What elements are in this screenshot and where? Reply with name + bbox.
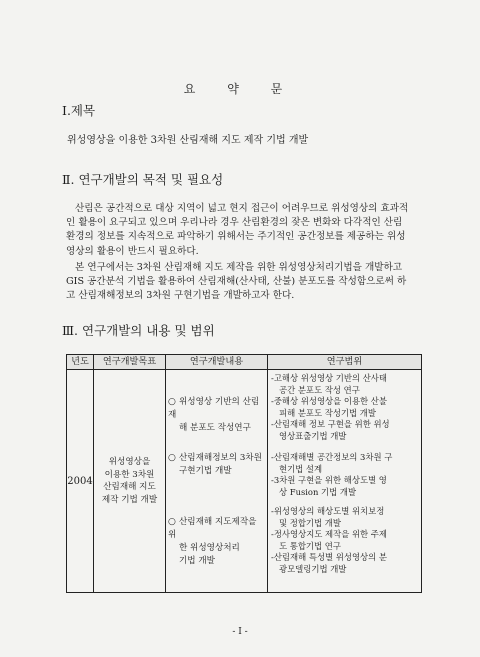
scope-item <box>271 506 419 576</box>
content-text: 한 위성영상처리 <box>179 543 240 553</box>
year-cell: 2004 <box>67 370 94 593</box>
section1-heading: Ⅰ.제목 <box>62 103 96 118</box>
scope-text: 광모델링기법 개발 <box>279 563 347 574</box>
circle-bullet-icon: ○ <box>168 453 176 463</box>
table-header-row <box>67 355 422 370</box>
paragraph-line: 인 활용이 요구되고 있으며 우리나라 경우 산림환경의 잦은 변화와 다각적인 산림 <box>66 217 403 229</box>
header-scope: 연구범위 <box>268 355 422 370</box>
content-item <box>168 396 265 435</box>
summary-title: 요 약 문 <box>183 82 297 96</box>
content-item <box>168 516 265 568</box>
scope-cell <box>268 370 422 593</box>
scope-text: -중해상 위성영상을 이용한 산불 <box>271 396 387 407</box>
goal-line: 위성영상을 <box>108 457 151 467</box>
header-content: 연구개발내용 <box>166 355 268 370</box>
page-number: - I - <box>232 627 248 637</box>
scope-text: 및 정합기법 개발 <box>279 517 341 528</box>
scope-text: 도 통합기법 연구 <box>279 540 341 551</box>
research-subject: 위성영상을 이용한 3차원 산림재해 지도 제작 기법 개발 <box>67 135 309 146</box>
content-item <box>168 452 265 478</box>
paragraph-line: GIS 공간분석 기법을 활용하여 산림재해(산사태, 산불) 분포도를 작성함으로써 하 <box>66 276 407 288</box>
content-text: 산림재해정보의 3차원 <box>179 453 262 463</box>
scope-text: -산림재해 특성별 위성영상의 분 <box>271 552 387 563</box>
goal-line: 제작 기법 개발 <box>101 494 158 505</box>
circle-bullet-icon: ○ <box>168 397 176 407</box>
research-scope-table <box>66 354 422 593</box>
header-year: 년도 <box>67 355 94 370</box>
scope-text: -고해상 위성영상 기반의 산사태 <box>271 373 387 383</box>
goal-line: 이용한 3차원 <box>104 469 155 480</box>
paragraph-line: 산림은 공간적으로 대상 지역이 넓고 현지 접근이 어려우므로 위성영상의 효과적 <box>75 203 409 214</box>
scope-text: -산림재해별 공간정보의 3차원 구 <box>271 452 393 462</box>
paragraph-line: 환경의 정보를 지속적으로 파악하기 위해서는 주기적인 공간정보를 제공하는 위성 <box>66 231 406 243</box>
header-goal: 연구개발목표 <box>94 355 166 370</box>
content-cell <box>166 370 268 593</box>
section3-heading: Ⅲ. 연구개발의 내용 및 범위 <box>62 323 215 338</box>
scope-text: 공간 분포도 작성 연구 <box>279 384 360 395</box>
scope-text: 피해 분포도 작성기법 개발 <box>279 407 376 418</box>
paragraph-line: 고 산림재해정보의 3차원 구현기법을 개발하고자 한다. <box>66 290 295 302</box>
goal-line: 산림재해 지도 <box>103 482 156 492</box>
objective-paragraph <box>66 261 406 304</box>
section2-heading: Ⅱ. 연구개발의 목적 및 필요성 <box>62 172 224 187</box>
goal-cell <box>94 370 166 593</box>
scope-text: -산림재해 정보 구현을 위한 위성 <box>271 419 390 430</box>
paragraph-line: 본 연구에서는 3차원 산림재해 지도 제작을 위한 위성영상처리기법을 개발하고 <box>75 262 403 273</box>
scope-text: 상 Fusion 기법 개발 <box>279 486 357 497</box>
scope-text: -위성영상의 해상도별 위치보정 <box>271 506 385 516</box>
scope-item <box>271 373 419 443</box>
scope-text: 현기법 설계 <box>279 463 323 474</box>
paragraph-line: 영상의 활용이 반드시 필요하다. <box>66 245 199 257</box>
content-text: 산림재해 지도제작을 위 <box>168 517 257 540</box>
content-text: 위성영상 기반의 산림재 <box>168 397 260 420</box>
content-text: 구현기법 개발 <box>179 466 232 476</box>
purpose-paragraph <box>66 202 408 259</box>
content-text: 기법 개발 <box>179 556 215 566</box>
circle-bullet-icon: ○ <box>168 517 176 527</box>
scope-text: -정사영상지도 제작을 위한 주제 <box>271 529 387 540</box>
table-row <box>67 370 422 593</box>
scope-item <box>271 452 419 498</box>
scope-text: -3차원 구현을 위한 해상도별 영 <box>271 475 387 486</box>
content-text: 해 분포도 작성연구 <box>179 423 251 433</box>
scope-text: 영상표출기법 개발 <box>279 430 347 441</box>
